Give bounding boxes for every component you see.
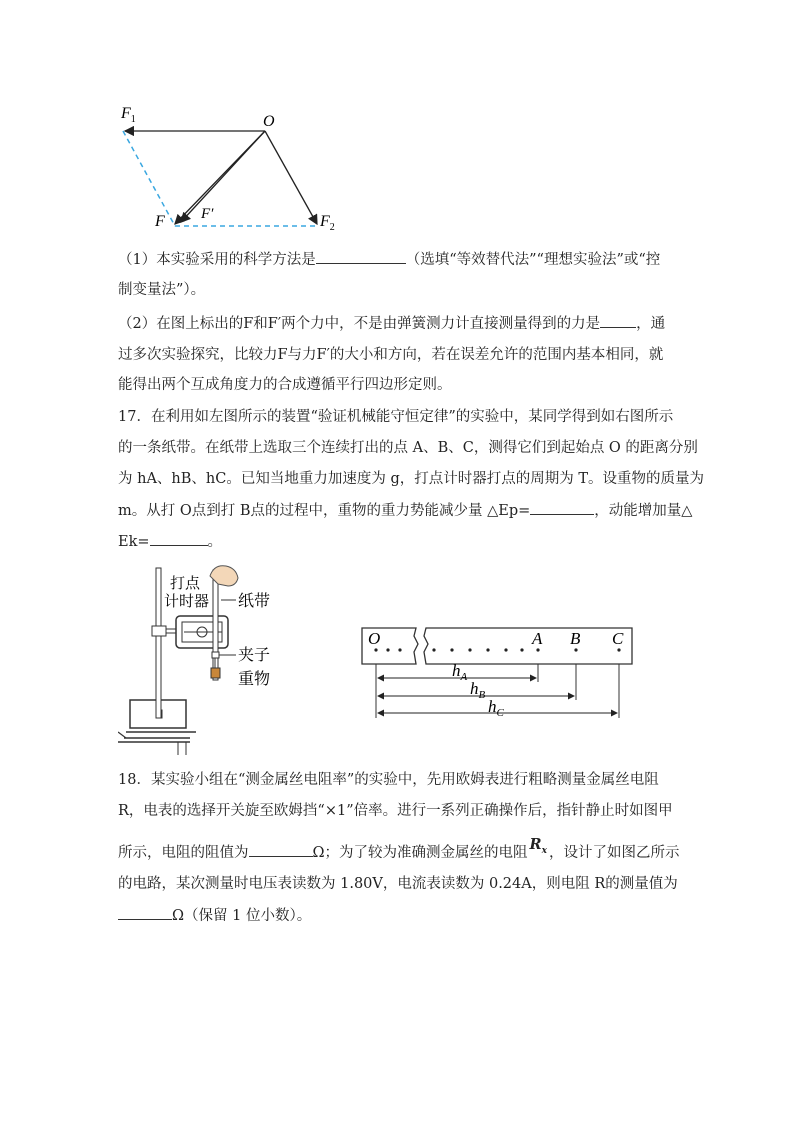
f-prime-vector [181,131,265,222]
weight-block [211,668,220,678]
label-f: F [155,213,165,230]
q17-line5: Ek= 。 [118,531,222,552]
label-f-prime: F′ [201,206,214,222]
answer-blank-resistance[interactable] [118,905,172,920]
label-hb: $h_B$ [470,679,486,701]
label-point-o: O [368,629,381,648]
q16-part2-line2: 过多次实验探究，比较力F与力F′的大小和方向，若在误差允许的范围内基本相同，就 [118,347,664,363]
answer-blank-potential-energy[interactable] [530,500,594,515]
answer-blank-kinetic-energy[interactable] [150,531,208,546]
stand-rod [156,568,161,718]
force-diagram [115,100,355,240]
label-o: O [263,113,275,130]
label-weight: 重物 [238,671,271,688]
rx-symbol: $R_x$ [529,836,547,856]
label-point-a: A [532,629,543,648]
tape-diagram [360,622,640,722]
q17-line2: 的一条纸带。在纸带上选取三个连续打出的点 A、B、C，测得它们到起始点 O 的距离分别 [118,440,698,456]
apparatus-diagram [118,560,298,755]
f2-vector [265,131,317,224]
label-point-c: C [612,629,624,648]
q17-line1: 17．在利用如左图所示的装置“验证机械能守恒定律”的实验中，某同学得到如右图所示 [118,409,674,425]
label-timer-2: 计时器 [164,594,210,610]
label-tape: 纸带 [238,593,271,610]
q17-line3: 为 hA、hB、hC。已知当地重力加速度为 g，打点计时器打点的周期为 T。设重物的质量为 [118,471,705,487]
q17-line4: m。从打 O点到打 B点的过程中，重物的重力势能减少量 △Ep= ，动能增加量△ [118,500,692,521]
q16-part2-line1: （2）在图上标出的F和F′两个力中，不是由弹簧测力计直接测量得到的力是 ，通 [118,313,665,334]
label-point-b: B [570,629,581,648]
q18-line5: Ω（保留 1 位小数）。 [118,905,311,926]
q16-part1-line2: 制变量法”）。 [118,282,206,298]
answer-blank-force[interactable] [600,313,636,328]
q16-part1-line1: （1）本实验采用的科学方法是 （选填“等效替代法”“理想实验法”或“控 [118,249,660,270]
answer-blank-method[interactable] [316,249,406,264]
q18-line3: 所示，电阻的阻值为 Ω；为了较为准确测金属丝的电阻 $R_x$ ，设计了如图乙所示 [118,836,680,861]
q18-line4: 的电路，某次测量时电压表读数为 1.80V，电流表读数为 0.24A，则电阻 R的测量值为 [118,876,678,892]
label-hc: $h_C$ [488,697,504,719]
label-clip: 夹子 [238,647,271,664]
label-f1: $F_1$ [121,105,136,125]
q18-line1: 18．某实验小组在“测金属丝电阻率”的实验中，先用欧姆表进行粗略测量金属丝电阻 [118,772,659,788]
dashed-edge-f1-f [123,131,175,226]
answer-blank-ohmmeter[interactable] [249,842,313,857]
label-ha: $h_A$ [452,661,468,683]
q18-line2: R，电表的选择开关旋至欧姆挡“×1”倍率。进行一系列正确操作后，指针静止时如图甲 [118,803,673,819]
label-timer: 打点 [170,576,201,592]
q16-part2-line3: 能得出两个互成角度力的合成遵循平行四边形定则。 [118,377,452,393]
label-f2: $F_2$ [320,213,335,233]
